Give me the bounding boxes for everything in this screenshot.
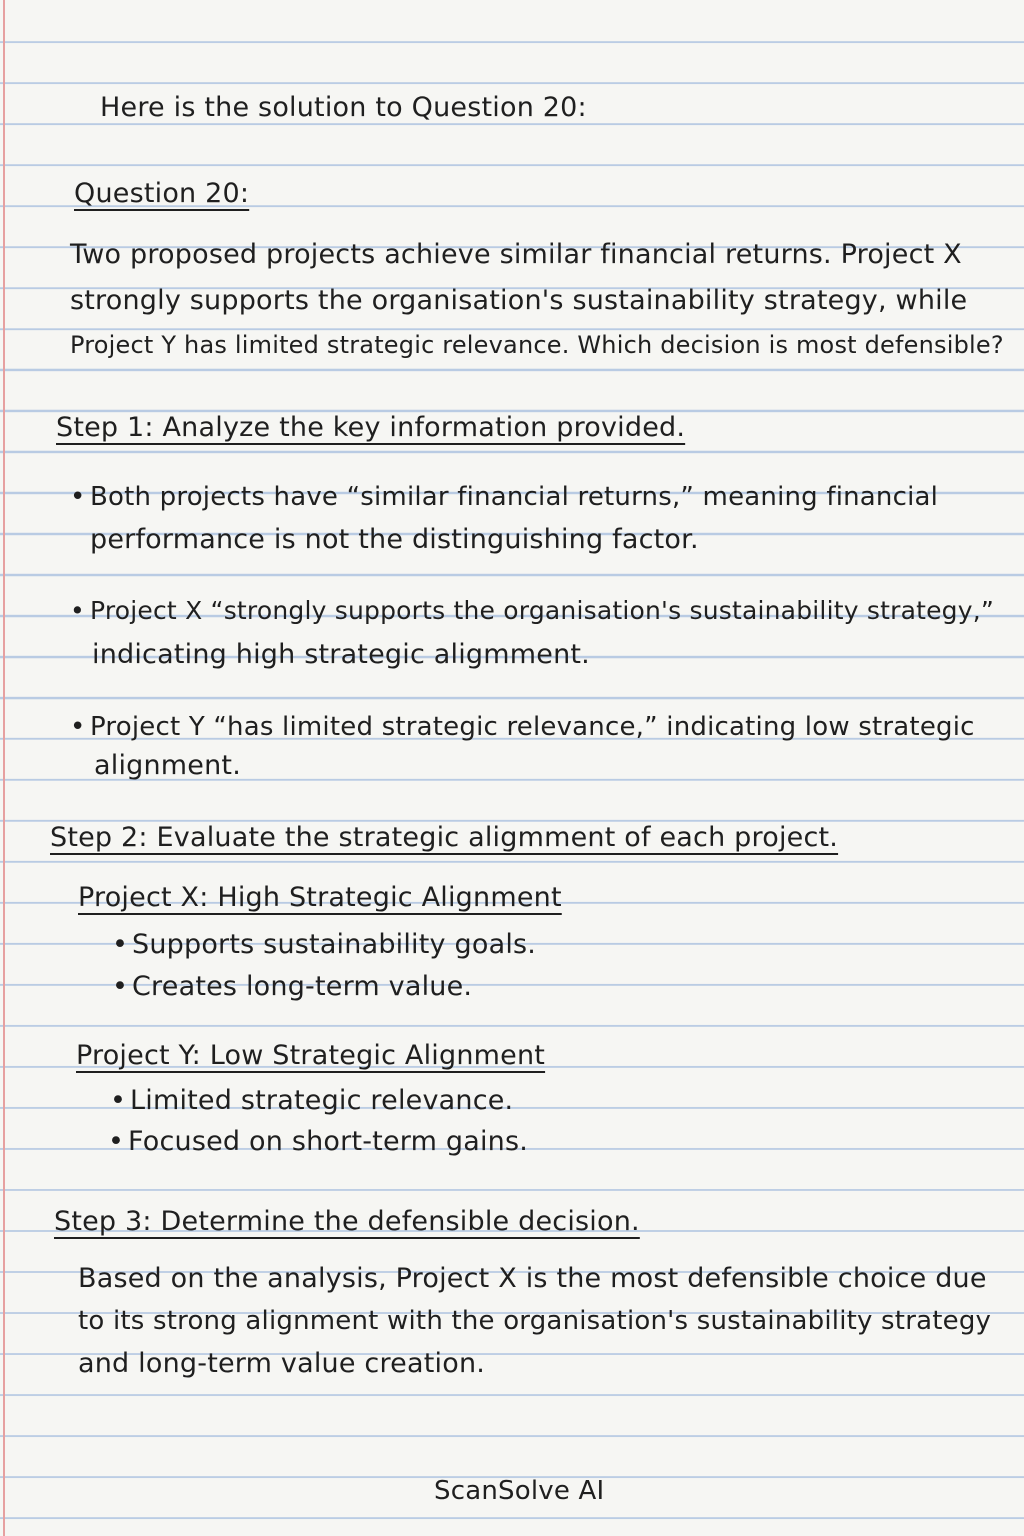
footer-brand: ScanSolve AI <box>434 1476 605 1506</box>
step-2-heading: Step 2: Evaluate the strategic aligmment of each project. <box>50 822 839 853</box>
bullet-dot: • <box>70 596 85 625</box>
bullet-dot: • <box>70 712 86 742</box>
project-y-heading: Project Y: Low Strategic Alignment <box>76 1040 546 1071</box>
step-1-bullet-3-line-2: alignment. <box>94 750 241 781</box>
project-y-bullet-1-text: Limited strategic relevance. <box>130 1085 514 1116</box>
step-1-bullet-3 <box>70 712 975 742</box>
step-3-line-2: to its strong alignment with the organisation's sustainability strategy <box>78 1306 992 1336</box>
step-1-bullet-1-line-1: Both projects have “similar financial returns,” meaning financial <box>90 482 939 512</box>
bullet-dot: • <box>108 1126 125 1157</box>
project-x-bullet-2 <box>112 971 473 1002</box>
bullet-dot: • <box>112 971 129 1002</box>
step-1-heading: Step 1: Analyze the key information provided. <box>56 412 686 443</box>
step-1-bullet-2 <box>70 596 995 625</box>
project-y-bullet-1 <box>110 1085 514 1116</box>
step-1-bullet-2-line-1: Project X “strongly supports the organisation's sustainability strategy,” <box>90 596 995 625</box>
question-line-2: strongly supports the organisation's sustainability strategy, while <box>70 285 968 316</box>
margin-line <box>3 0 5 1536</box>
step-1-bullet-1 <box>70 482 939 512</box>
step-1-bullet-2-line-2: indicating high strategic aligmment. <box>92 639 590 670</box>
step-3-line-1: Based on the analysis, Project X is the most defensible choice due <box>78 1263 987 1294</box>
project-x-bullet-1-text: Supports sustainability goals. <box>132 929 537 960</box>
step-3-line-3: and long-term value creation. <box>78 1348 486 1379</box>
step-1-bullet-1-line-2: performance is not the distinguishing factor. <box>90 524 699 555</box>
project-x-bullet-1 <box>112 929 537 960</box>
step-3-heading: Step 3: Determine the defensible decision. <box>54 1206 640 1237</box>
bullet-dot: • <box>112 929 129 960</box>
question-heading: Question 20: <box>74 178 250 209</box>
bullet-dot: • <box>70 482 86 512</box>
step-1-bullet-3-line-1: Project Y “has limited strategic relevance,” indicating low strategic <box>90 712 975 742</box>
project-y-bullet-2-text: Focused on short-term gains. <box>128 1126 529 1157</box>
intro-line: Here is the solution to Question 20: <box>100 92 587 123</box>
project-y-bullet-2 <box>108 1126 529 1157</box>
question-line-3: Project Y has limited strategic relevance. Which decision is most defensible? <box>70 331 1004 359</box>
project-x-bullet-2-text: Creates long-term value. <box>132 971 473 1002</box>
bullet-dot: • <box>110 1085 127 1116</box>
project-x-heading: Project X: High Strategic Alignment <box>78 882 562 913</box>
question-line-1: Two proposed projects achieve similar financial returns. Project X <box>70 239 962 270</box>
